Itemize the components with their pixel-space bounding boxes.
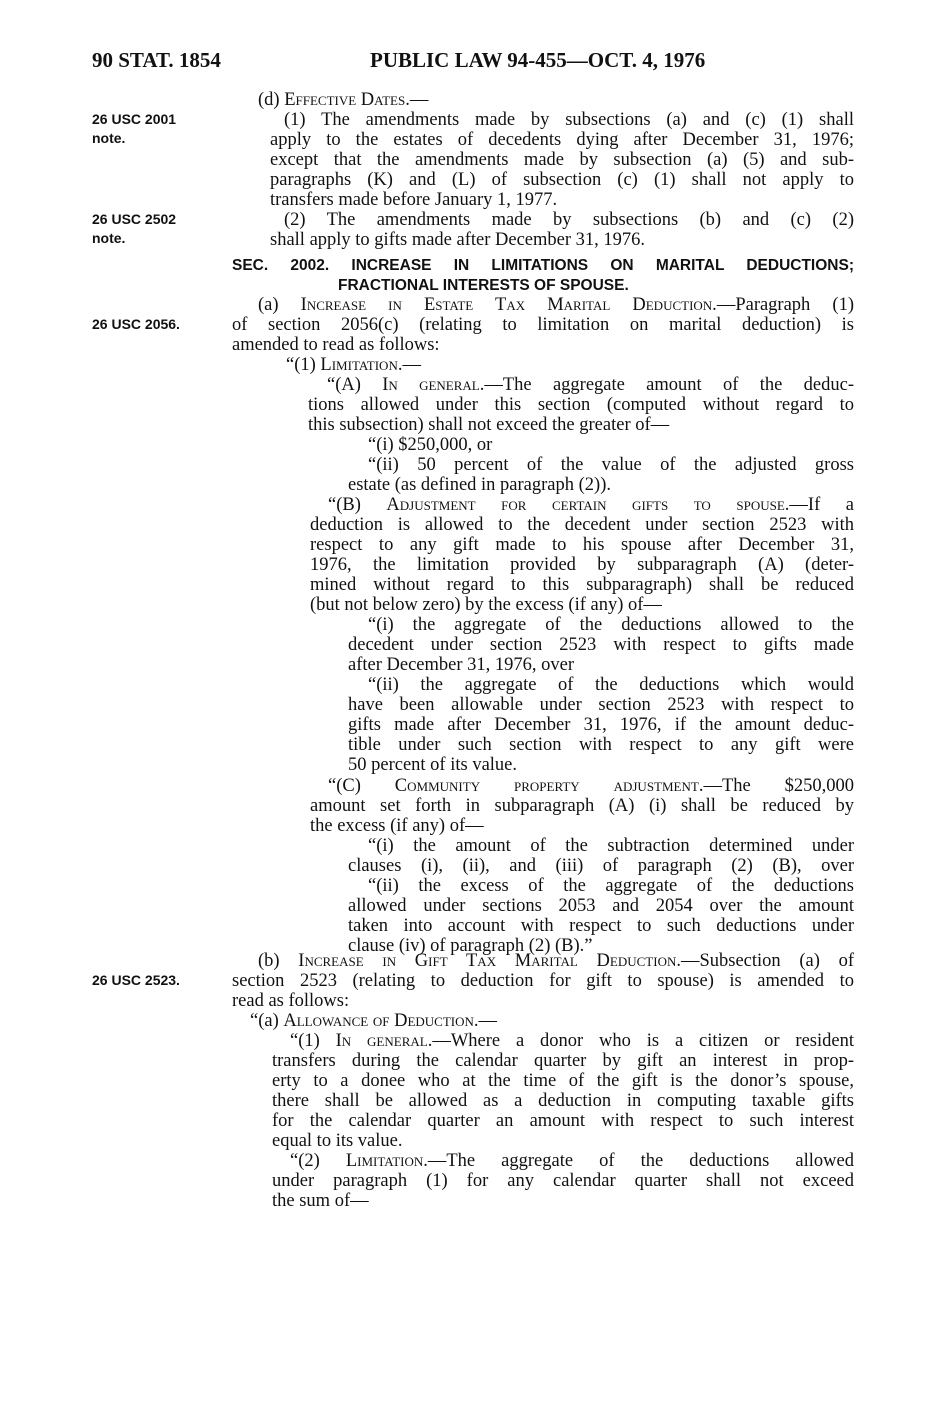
body-line: 50 percent of its value.: [348, 755, 518, 775]
body-line: 1976, the limitation provided by subparagraph (A) (deter-: [310, 555, 854, 575]
body-line: “(1) Limitation.—: [286, 355, 421, 375]
body-line: “(i) $250,000, or: [368, 435, 493, 455]
margin-note: 26 USC 2001: [92, 111, 177, 127]
body-line: except that the amendments made by subsection (a) (5) and sub-: [270, 150, 854, 170]
margin-note: 26 USC 2056.: [92, 316, 180, 332]
body-line: “(2) Limitation.—The aggregate of the deductions allowed: [290, 1151, 854, 1171]
body-line: section 2523 (relating to deduction for gift to spouse) is amended to: [232, 971, 854, 991]
body-line: there shall be allowed as a deduction in computing taxable gifts: [272, 1091, 854, 1111]
body-line: (1) The amendments made by subsections (a) and (c) (1) shall: [284, 110, 854, 130]
body-line: after December 31, 1976, over: [348, 655, 575, 675]
margin-note: note.: [92, 130, 126, 146]
body-line: the excess (if any) of—: [310, 816, 484, 836]
body-line: have been allowable under section 2523 with respect to: [348, 695, 854, 715]
body-line: (d) Effective Dates.—: [258, 90, 429, 110]
margin-note: 26 USC 2502: [92, 211, 177, 227]
body-line: transfers made before January 1, 1977.: [270, 190, 558, 210]
body-line: the sum of—: [272, 1191, 369, 1211]
body-line: paragraphs (K) and (L) of subsection (c) (1) shall not apply to: [270, 170, 854, 190]
page-header-law: PUBLIC LAW 94-455—OCT. 4, 1976: [370, 48, 706, 72]
page-header-stat: 90 STAT. 1854: [92, 48, 221, 72]
body-line: “(a) Allowance of Deduction.—: [250, 1011, 498, 1031]
body-line: “(ii) the aggregate of the deductions which would: [368, 675, 854, 695]
body-line: estate (as defined in paragraph (2)).: [348, 475, 611, 495]
body-line: (but not below zero) by the excess (if any) of—: [310, 595, 662, 615]
body-line: allowed under sections 2053 and 2054 over the amount: [348, 896, 854, 916]
body-line: taken into account with respect to such deductions under: [348, 916, 854, 936]
body-line: for the calendar quarter an amount with respect to such interest: [272, 1111, 854, 1131]
body-line: “(A) In general.—The aggregate amount of the deduc-: [327, 375, 854, 395]
section-heading: SEC. 2002. INCREASE IN LIMITATIONS ON MARITAL DEDUCTIONS;: [232, 257, 854, 274]
body-line: amended to read as follows:: [232, 335, 440, 355]
body-line: transfers during the calendar quarter by gift an interest in prop-: [272, 1051, 854, 1071]
body-line: clauses (i), (ii), and (iii) of paragraph (2) (B), over: [348, 856, 854, 876]
body-line: decedent under section 2523 with respect to gifts made: [348, 635, 854, 655]
body-line: tible under such section with respect to any gift were: [348, 735, 854, 755]
section-heading: FRACTIONAL INTERESTS OF SPOUSE.: [338, 277, 629, 294]
body-line: “(i) the aggregate of the deductions allowed to the: [368, 615, 854, 635]
body-line: “(ii) the excess of the aggregate of the deductions: [368, 876, 854, 896]
body-line: amount set forth in subparagraph (A) (i) shall be reduced by: [310, 796, 854, 816]
margin-note: note.: [92, 230, 126, 246]
body-line: this subsection) shall not exceed the greater of—: [308, 415, 670, 435]
body-line: (a) Increase in Estate Tax Marital Deduction.—Paragraph (1): [258, 295, 854, 315]
body-line: of section 2056(c) (relating to limitation on marital deduction) is: [232, 315, 854, 335]
body-line: gifts made after December 31, 1976, if the amount deduc-: [348, 715, 854, 735]
body-line: “(1) In general.—Where a donor who is a citizen or resident: [290, 1031, 854, 1051]
body-line: erty to a donee who at the time of the gift is the donor’s spouse,: [272, 1071, 854, 1091]
body-line: under paragraph (1) for any calendar quarter shall not exceed: [272, 1171, 854, 1191]
body-line: clause (iv) of paragraph (2) (B).”: [348, 936, 593, 956]
body-line: “(ii) 50 percent of the value of the adjusted gross: [368, 455, 854, 475]
body-line: respect to any gift made to his spouse after December 31,: [310, 535, 854, 555]
body-line: mined without regard to this subparagraph) shall be reduced: [310, 575, 854, 595]
body-line: “(B) Adjustment for certain gifts to spouse.—If a: [328, 495, 854, 515]
body-line: shall apply to gifts made after December 31, 1976.: [270, 230, 646, 250]
body-line: (2) The amendments made by subsections (b) and (c) (2): [284, 210, 854, 230]
body-line: (b) Increase in Gift Tax Marital Deduction.—Subsection (a) of: [258, 951, 854, 971]
body-line: apply to the estates of decedents dying after December 31, 1976;: [270, 130, 854, 150]
body-line: deduction is allowed to the decedent under section 2523 with: [310, 515, 854, 535]
body-line: equal to its value.: [272, 1131, 403, 1151]
body-line: read as follows:: [232, 991, 350, 1011]
body-line: “(C) Community property adjustment.—The $250,000: [328, 776, 855, 796]
body-line: tions allowed under this section (computed without regard to: [308, 395, 854, 415]
body-line: “(i) the amount of the subtraction determined under: [368, 836, 854, 856]
margin-note: 26 USC 2523.: [92, 972, 180, 988]
